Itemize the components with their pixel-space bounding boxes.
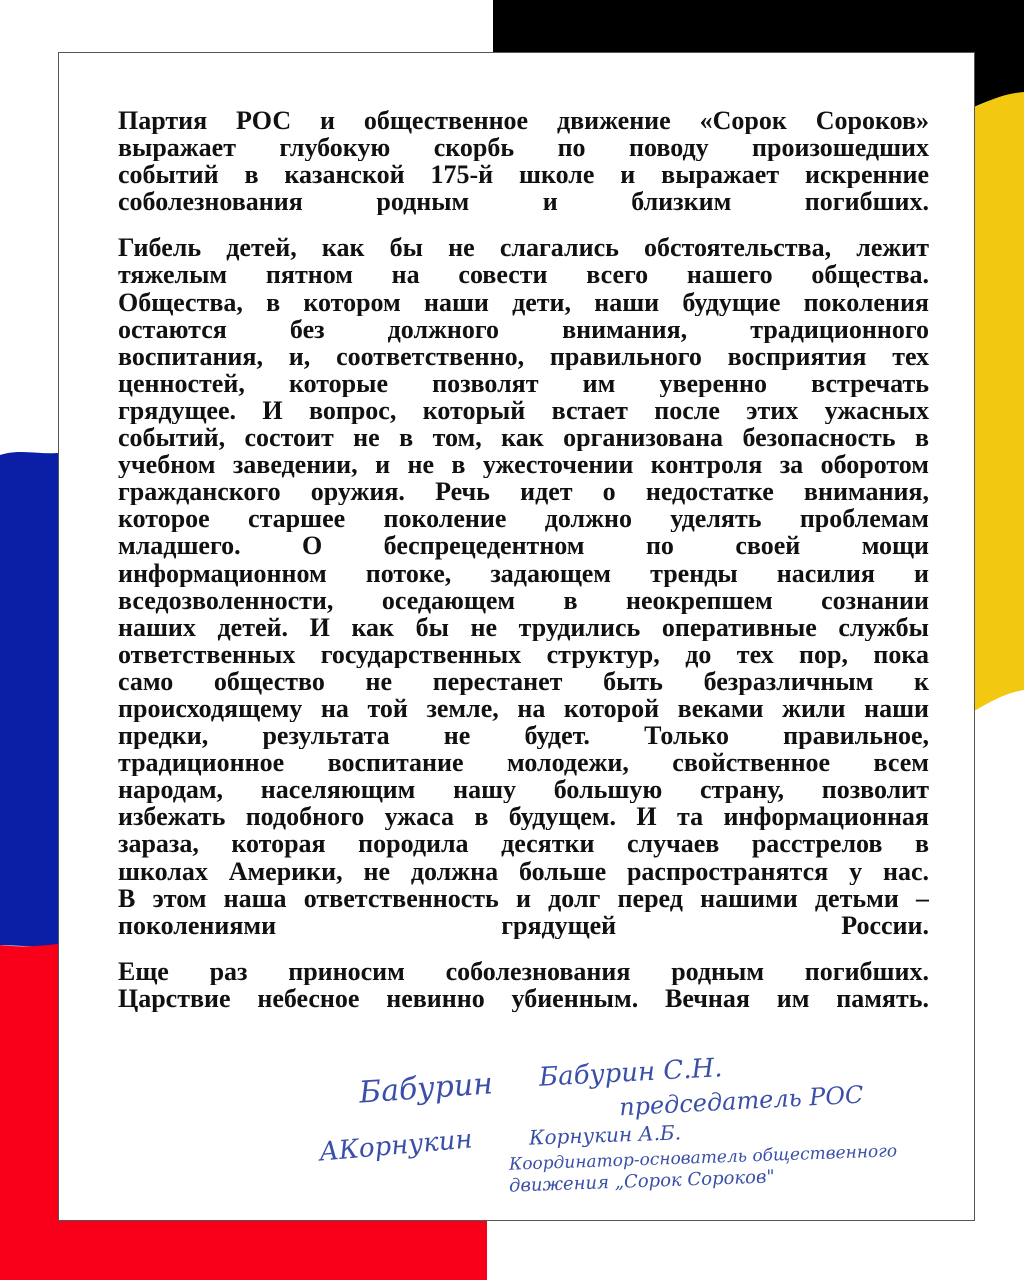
text-line: ответственных государственных структур, до тех пор, пока (118, 640, 929, 668)
text-line: событий в казанской 175-й школе и выражает искренние (118, 161, 929, 189)
text-line: которое старшее поколение должно уделять проблемам (118, 505, 929, 533)
text-line: происходящему на той земле, на которой веками жили наши (118, 694, 929, 723)
text-line: зараза, которая породила десятки случаев расстрелов в (118, 830, 929, 858)
text-line: традиционное воспитание молодежи, свойственное всем (118, 749, 929, 777)
text-line: Партия РОС и общественное движение «Сорок Сороков» (118, 107, 929, 135)
text-line: предки, результата не будет. Только правильное, (118, 722, 929, 750)
text-line: наших детей. И как бы не трудились оперативные службы (118, 613, 929, 641)
text-line: грядущее. И вопрос, который встает после этих ужасных (118, 396, 929, 425)
signature-title-baburin: председатель РОС (618, 1080, 865, 1122)
paragraph (118, 234, 929, 938)
signature-kornukhin: АКорнукин (317, 1124, 474, 1168)
text-line: остаются без должного внимания, традиционного (118, 315, 929, 343)
text-line: учебном заведении, и не в ужесточении контроля за оборотом (118, 451, 929, 479)
signature-title2-kornukhin: движения „Сорок Сороков" (508, 1166, 776, 1197)
text-line: избежать подобного ужаса в будущем. И та информационная (118, 803, 929, 831)
paragraph (118, 958, 929, 1012)
text-line: само общество не перестанет быть безразличным к (118, 667, 929, 695)
text-line: гражданского оружия. Речь идет о недостатке внимания, (118, 478, 929, 506)
text-line: информационном потоке, задающем тренды насилия и (118, 559, 929, 587)
text-line: тяжелым пятном на совести всего нашего общества. (118, 261, 929, 289)
text-line: ценностей, которые позволят им уверенно встречать (118, 369, 929, 397)
text-line: Гибель детей, как бы не слагались обстоятельства, лежит (118, 234, 929, 262)
text-line: соболезнования родным и близким погибших. (118, 188, 929, 216)
text-line: вседозволенности, оседающем в неокрепшем сознании (118, 586, 929, 614)
text-line: поколениями грядущей России. (118, 911, 929, 939)
text-line: выражает глубокую скорбь по поводу произошедших (118, 134, 929, 162)
statement-text (118, 107, 929, 1031)
text-line: народам, населяющим нашу большую страну, позволит (118, 776, 929, 804)
signature-baburin: Бабурин (357, 1066, 494, 1111)
signature-title-kornukhin: Координатор-основатель общественного (508, 1141, 898, 1175)
text-line: В этом наша ответственность и долг перед нашими детьми – (118, 884, 929, 912)
text-line: школах Америки, не должна больше распространятся у нас. (118, 857, 929, 885)
text-line: событий, состоит не в том, как организована безопасность в (118, 424, 929, 452)
text-line: воспитания, и, соответственно, правильного восприятия тех (118, 342, 929, 370)
signature-name-kornukhin: Корнукин А.Б. (528, 1120, 682, 1150)
text-line: Общества, в котором наши дети, наши будущие поколения (118, 288, 929, 316)
text-line: Еще раз приносим соболезнования родным погибших. (118, 957, 929, 985)
statement-card (58, 52, 975, 1221)
signature-name-baburin: Бабурин С.Н. (538, 1053, 724, 1093)
text-line: Царствие небесное невинно убиенным. Вечная им память. (118, 984, 929, 1012)
paragraph (118, 107, 929, 215)
text-line: младшего. О беспрецедентном по своей мощи (118, 532, 929, 560)
signatures (199, 1053, 939, 1213)
